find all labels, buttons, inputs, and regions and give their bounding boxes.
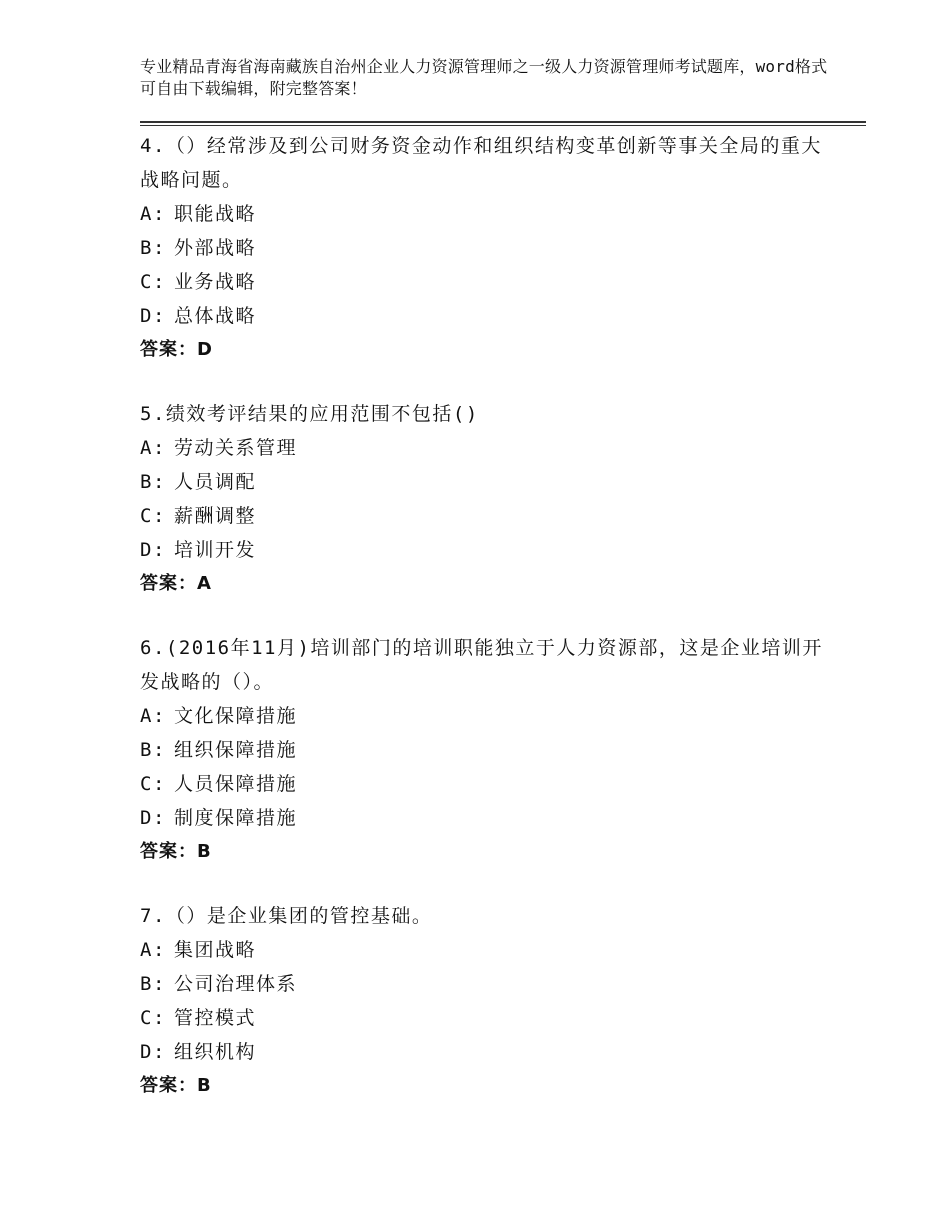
question-stem: 6.(2016年11月)培训部门的培训职能独立于人力资源部，这是企业培训开发战略的（）。 [140,637,823,693]
option-key: D: [140,539,166,561]
option-key: D: [140,1041,166,1063]
option-c [140,1001,840,1035]
option-c [140,767,840,801]
option-text: 培训开发 [174,539,257,561]
option-a [140,933,840,967]
option-text: 外部战略 [174,237,257,259]
option-key: A: [140,203,166,225]
question-list [140,129,840,1133]
question-item [140,631,840,869]
option-text: 公司治理体系 [174,973,298,995]
option-a [140,197,840,231]
header-rule-thick [140,121,866,123]
option-text: 业务战略 [174,271,257,293]
question-stem: 7.（）是企业集团的管控基础。 [140,905,433,927]
option-text: 职能战略 [174,203,257,225]
answer-line: 答案：A [140,573,212,594]
option-d [140,801,840,835]
document-header: 专业精品青海省海南藏族自治州企业人力资源管理师之一级人力资源管理师考试题库，word格式可自由下载编辑，附完整答案！ [140,57,828,98]
option-text: 集团战略 [174,939,257,961]
option-b [140,465,840,499]
option-key: A: [140,437,166,459]
option-d [140,533,840,567]
option-key: D: [140,807,166,829]
option-text: 劳动关系管理 [174,437,298,459]
option-key: B: [140,237,166,259]
option-b [140,231,840,265]
option-key: D: [140,305,166,327]
option-a [140,431,840,465]
option-b [140,967,840,1001]
question-item [140,397,840,601]
option-text: 文化保障措施 [174,705,298,727]
answer-line: 答案：D [140,339,213,360]
option-text: 薪酬调整 [174,505,257,527]
answer-line: 答案：B [140,841,212,862]
option-b [140,733,840,767]
option-text: 总体战略 [174,305,257,327]
option-text: 组织机构 [174,1041,257,1063]
option-d [140,1035,840,1069]
question-stem: 4.（）经常涉及到公司财务资金动作和组织结构变革创新等事关全局的重大战略问题。 [140,135,822,191]
question-item [140,899,840,1103]
option-text: 人员调配 [174,471,257,493]
option-key: C: [140,271,166,293]
option-key: C: [140,773,166,795]
option-a [140,699,840,733]
option-key: B: [140,471,166,493]
option-text: 管控模式 [174,1007,257,1029]
question-item [140,129,840,367]
header-rule-thin [140,125,866,126]
option-c [140,499,840,533]
option-text: 人员保障措施 [174,773,298,795]
question-stem: 5.绩效考评结果的应用范围不包括() [140,403,479,425]
option-c [140,265,840,299]
option-key: A: [140,705,166,727]
option-key: C: [140,505,166,527]
answer-line: 答案：B [140,1075,212,1096]
option-key: B: [140,973,166,995]
option-key: C: [140,1007,166,1029]
option-text: 制度保障措施 [174,807,298,829]
option-key: A: [140,939,166,961]
option-d [140,299,840,333]
option-text: 组织保障措施 [174,739,298,761]
option-key: B: [140,739,166,761]
